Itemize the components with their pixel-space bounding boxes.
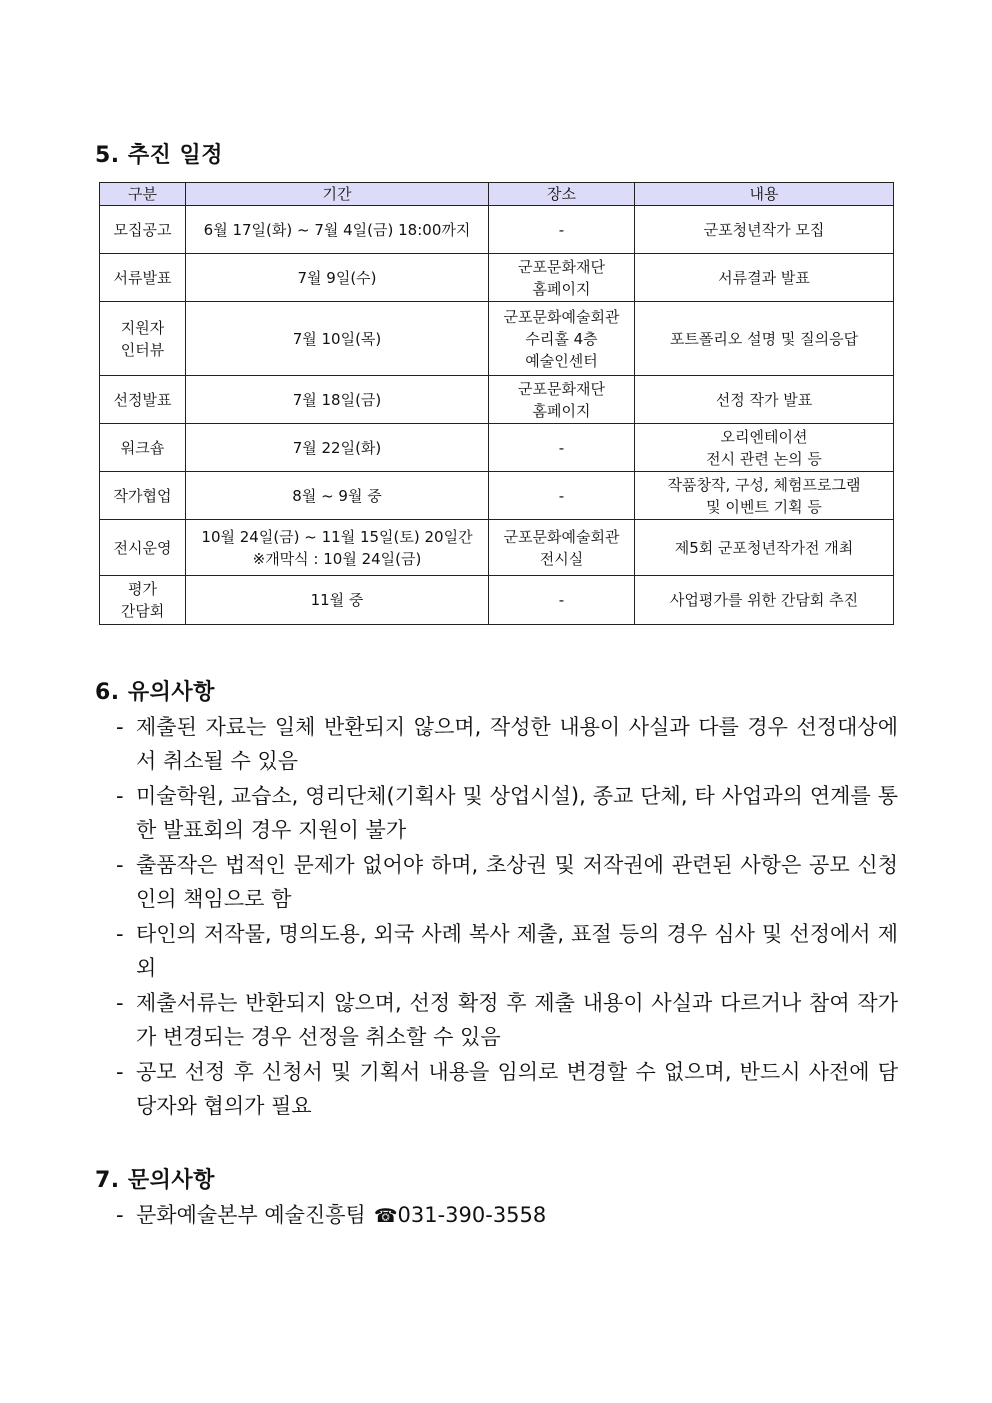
schedule-table [99, 182, 894, 625]
table-row [100, 376, 894, 424]
note-text: 제출서류는 반환되지 않으며, 선정 확정 후 제출 내용이 사실과 다르거나 참여 작가가 변경되는 경우 선정을 취소할 수 있음 [136, 991, 898, 1049]
table-row [100, 424, 894, 472]
list-item [112, 779, 898, 847]
table-row [100, 254, 894, 302]
cell-place: - [489, 206, 635, 254]
header-place: 장소 [489, 183, 635, 206]
table-row [100, 520, 894, 576]
cell-category: 지원자 인터뷰 [100, 302, 186, 376]
note-text: 제출된 자료는 일체 반환되지 않으며, 작성한 내용이 사실과 다를 경우 선정대상에서 취소될 수 있음 [136, 715, 898, 773]
cell-place: 군포문화예술회관 수리홀 4층 예술인센터 [489, 302, 635, 376]
cell-category: 작가협업 [100, 472, 186, 520]
section-7-title: 7. 문의사항 [95, 1168, 215, 1193]
section-6-title: 6. 유의사항 [95, 680, 215, 705]
bullet-dash: - [116, 1203, 124, 1227]
cell-content: 군포청년작가 모집 [635, 206, 894, 254]
bullet-dash: - [116, 853, 124, 877]
list-item [112, 848, 898, 916]
note-text: 타인의 저작물, 명의도용, 외국 사례 복사 제출, 표절 등의 경우 심사 및 선정에서 제외 [136, 922, 898, 980]
contact-department: 문화예술본부 예술진흥팀 [136, 1203, 366, 1227]
header-content: 내용 [635, 183, 894, 206]
cell-category: 모집공고 [100, 206, 186, 254]
cell-category: 전시운영 [100, 520, 186, 576]
contact-phone: 031-390-3558 [397, 1203, 547, 1227]
contact-line [112, 1198, 546, 1233]
table-row [100, 472, 894, 520]
note-text: 공모 선정 후 신청서 및 기획서 내용을 임의로 변경할 수 없으며, 반드시 사전에 담당자와 협의가 필요 [136, 1060, 898, 1118]
schedule-header-row [100, 183, 894, 206]
cell-content: 선정 작가 발표 [635, 376, 894, 424]
cell-content: 사업평가를 위한 간담회 추진 [635, 576, 894, 625]
cell-content: 포트폴리오 설명 및 질의응답 [635, 302, 894, 376]
cell-content: 제5회 군포청년작가전 개최 [635, 520, 894, 576]
cell-place: - [489, 424, 635, 472]
header-period: 기간 [186, 183, 489, 206]
bullet-dash: - [116, 991, 124, 1015]
cell-period: 7월 22일(화) [186, 424, 489, 472]
notes-list [112, 710, 898, 1124]
table-row [100, 576, 894, 625]
bullet-dash: - [116, 715, 124, 739]
note-text: 미술학원, 교습소, 영리단체(기획사 및 상업시설), 종교 단체, 타 사업과의 연계를 통한 발표회의 경우 지원이 불가 [136, 784, 898, 842]
section-5-title: 5. 추진 일정 [95, 143, 223, 168]
cell-category: 서류발표 [100, 254, 186, 302]
cell-period: 10월 24일(금) ~ 11월 15일(토) 20일간 ※개막식 : 10월 24일(금) [186, 520, 489, 576]
cell-category: 워크숍 [100, 424, 186, 472]
cell-category: 선정발표 [100, 376, 186, 424]
cell-period: 11월 중 [186, 576, 489, 625]
cell-period: 7월 10일(목) [186, 302, 489, 376]
note-text: 출품작은 법적인 문제가 없어야 하며, 초상권 및 저작권에 관련된 사항은 공모 신청인의 책임으로 함 [136, 853, 898, 911]
cell-place: 군포문화재단 홈페이지 [489, 254, 635, 302]
list-item [112, 1055, 898, 1123]
telephone-icon: ☎ [373, 1205, 398, 1227]
cell-place: - [489, 472, 635, 520]
bullet-dash: - [116, 1060, 124, 1084]
cell-place: 군포문화예술회관 전시실 [489, 520, 635, 576]
bullet-dash: - [116, 922, 124, 946]
cell-period: 6월 17일(화) ~ 7월 4일(금) 18:00까지 [186, 206, 489, 254]
cell-place: - [489, 576, 635, 625]
list-item [112, 986, 898, 1054]
cell-content: 서류결과 발표 [635, 254, 894, 302]
table-row [100, 302, 894, 376]
cell-content: 작품창작, 구성, 체험프로그램 및 이벤트 기획 등 [635, 472, 894, 520]
header-category: 구분 [100, 183, 186, 206]
cell-period: 8월 ~ 9월 중 [186, 472, 489, 520]
table-row [100, 206, 894, 254]
bullet-dash: - [116, 784, 124, 808]
list-item [112, 917, 898, 985]
cell-period: 7월 18일(금) [186, 376, 489, 424]
list-item [112, 710, 898, 778]
cell-category: 평가 간담회 [100, 576, 186, 625]
cell-content: 오리엔테이션 전시 관련 논의 등 [635, 424, 894, 472]
cell-period: 7월 9일(수) [186, 254, 489, 302]
cell-place: 군포문화재단 홈페이지 [489, 376, 635, 424]
